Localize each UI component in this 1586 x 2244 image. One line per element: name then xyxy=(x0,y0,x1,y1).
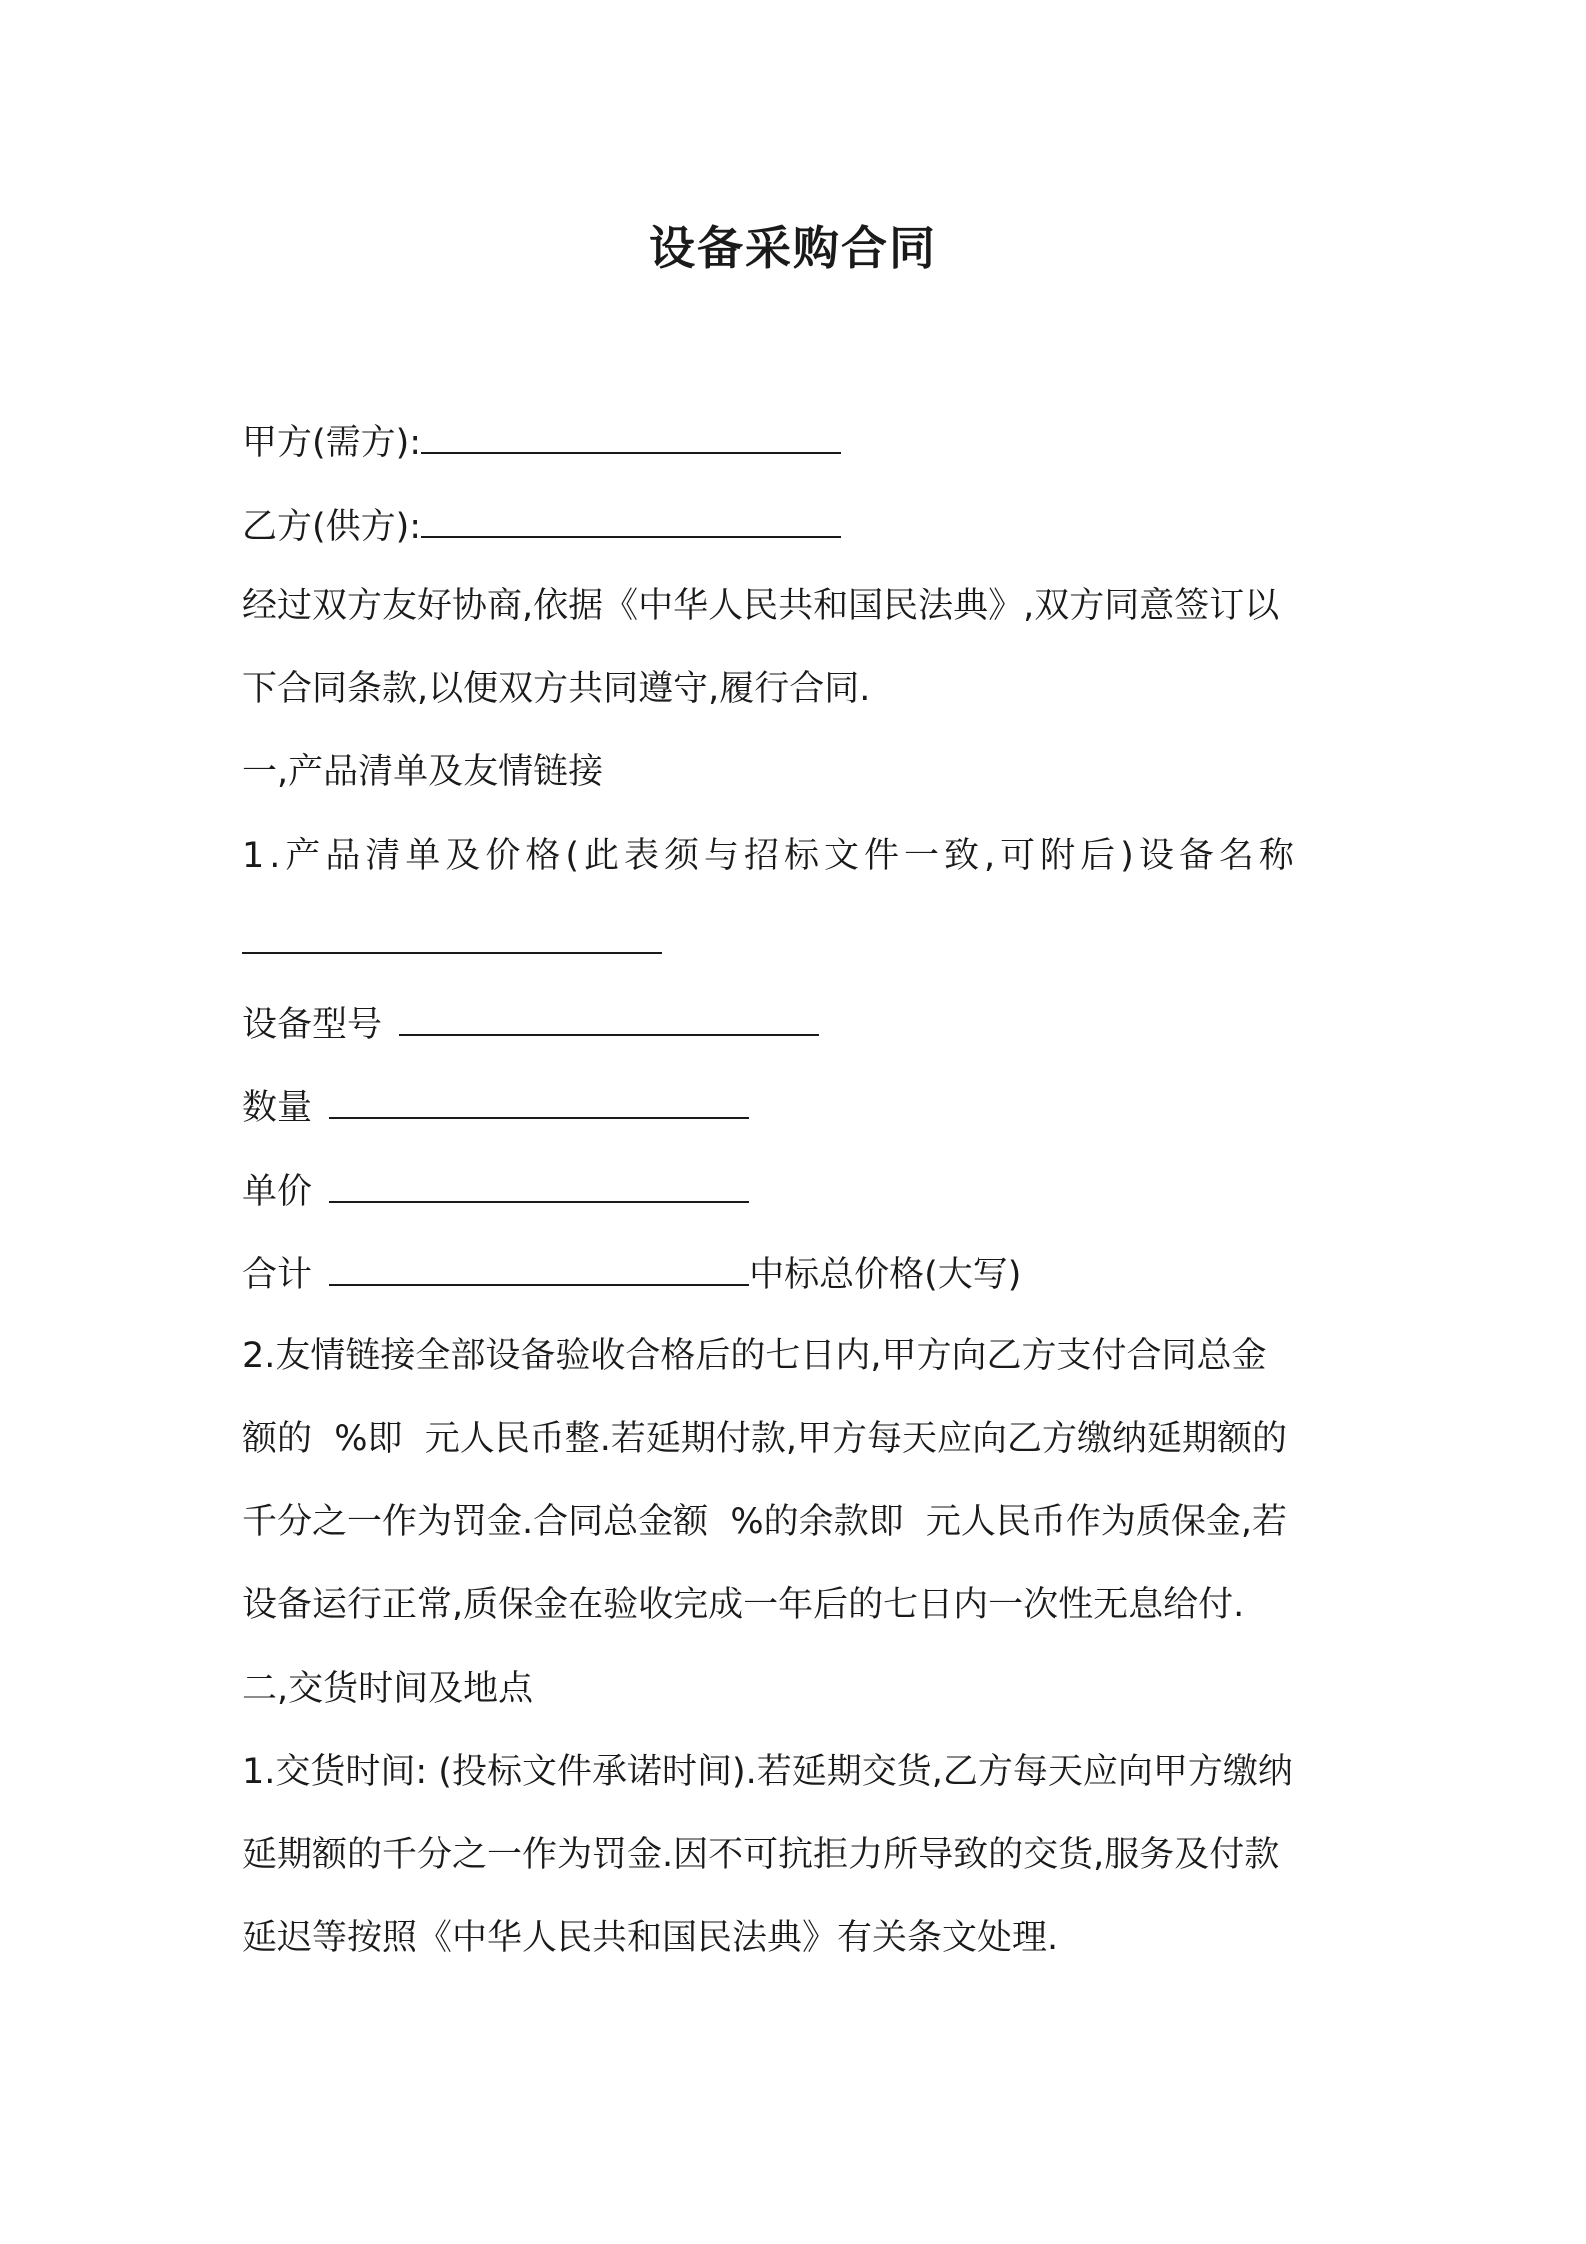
quantity-line xyxy=(242,1077,1352,1136)
section-2-heading: 二,交货时间及地点 xyxy=(242,1669,534,1709)
intro-line-2: 下合同条款,以便双方共同遵守,履行合同. xyxy=(242,669,871,709)
delivery-line-2: 延期额的千分之一作为罚金.因不可抗拒力所导致的交货,服务及付款 xyxy=(242,1835,1280,1875)
quantity-blank xyxy=(329,1077,749,1119)
party-a-label: 甲方(需方): xyxy=(242,423,422,463)
equipment-name-blank xyxy=(242,912,662,954)
document-title: 设备采购合同 xyxy=(649,221,937,275)
equipment-model-line xyxy=(242,994,1352,1053)
total-label: 合计 xyxy=(242,1255,313,1295)
unit-price-blank xyxy=(329,1161,749,1203)
equipment-model-blank xyxy=(399,994,819,1036)
party-b-label: 乙方(供方): xyxy=(242,507,422,547)
payment-line-3: 千分之一作为罚金.合同总金额 %的余款即 元人民币作为质保金,若 xyxy=(242,1502,1288,1542)
total-price-label: 中标总价格(大写) xyxy=(749,1255,1022,1295)
party-b-blank xyxy=(421,496,841,538)
party-b-line xyxy=(242,496,1352,555)
delivery-line-1: 1.交货时间: (投标文件承诺时间).若延期交货,乙方每天应向甲方缴纳 xyxy=(242,1752,1293,1792)
equipment-model-label: 设备型号 xyxy=(242,1005,383,1045)
equipment-name-line xyxy=(242,912,1352,971)
item-1-line: 1.产品清单及价格(此表须与招标文件一致,可附后)设备名称 xyxy=(242,836,1299,876)
unit-price-label: 单价 xyxy=(242,1172,313,1212)
total-blank xyxy=(329,1244,749,1286)
payment-line-1: 2.友情链接全部设备验收合格后的七日内,甲方向乙方支付合同总金 xyxy=(242,1336,1267,1376)
payment-line-4: 设备运行正常,质保金在验收完成一年后的七日内一次性无息给付. xyxy=(242,1585,1245,1625)
delivery-line-3: 延迟等按照《中华人民共和国民法典》有关条文处理. xyxy=(242,1918,1059,1958)
party-a-blank xyxy=(421,412,841,454)
unit-price-line xyxy=(242,1161,1352,1220)
section-1-heading: 一,产品清单及友情链接 xyxy=(242,752,604,792)
payment-line-2: 额的 %即 元人民币整.若延期付款,甲方每天应向乙方缴纳延期额的 xyxy=(242,1419,1288,1459)
quantity-label: 数量 xyxy=(242,1088,313,1128)
total-line xyxy=(242,1244,1352,1303)
intro-line-1: 经过双方友好协商,依据《中华人民共和国民法典》,双方同意签订以 xyxy=(242,586,1280,626)
party-a-line xyxy=(242,412,1352,471)
